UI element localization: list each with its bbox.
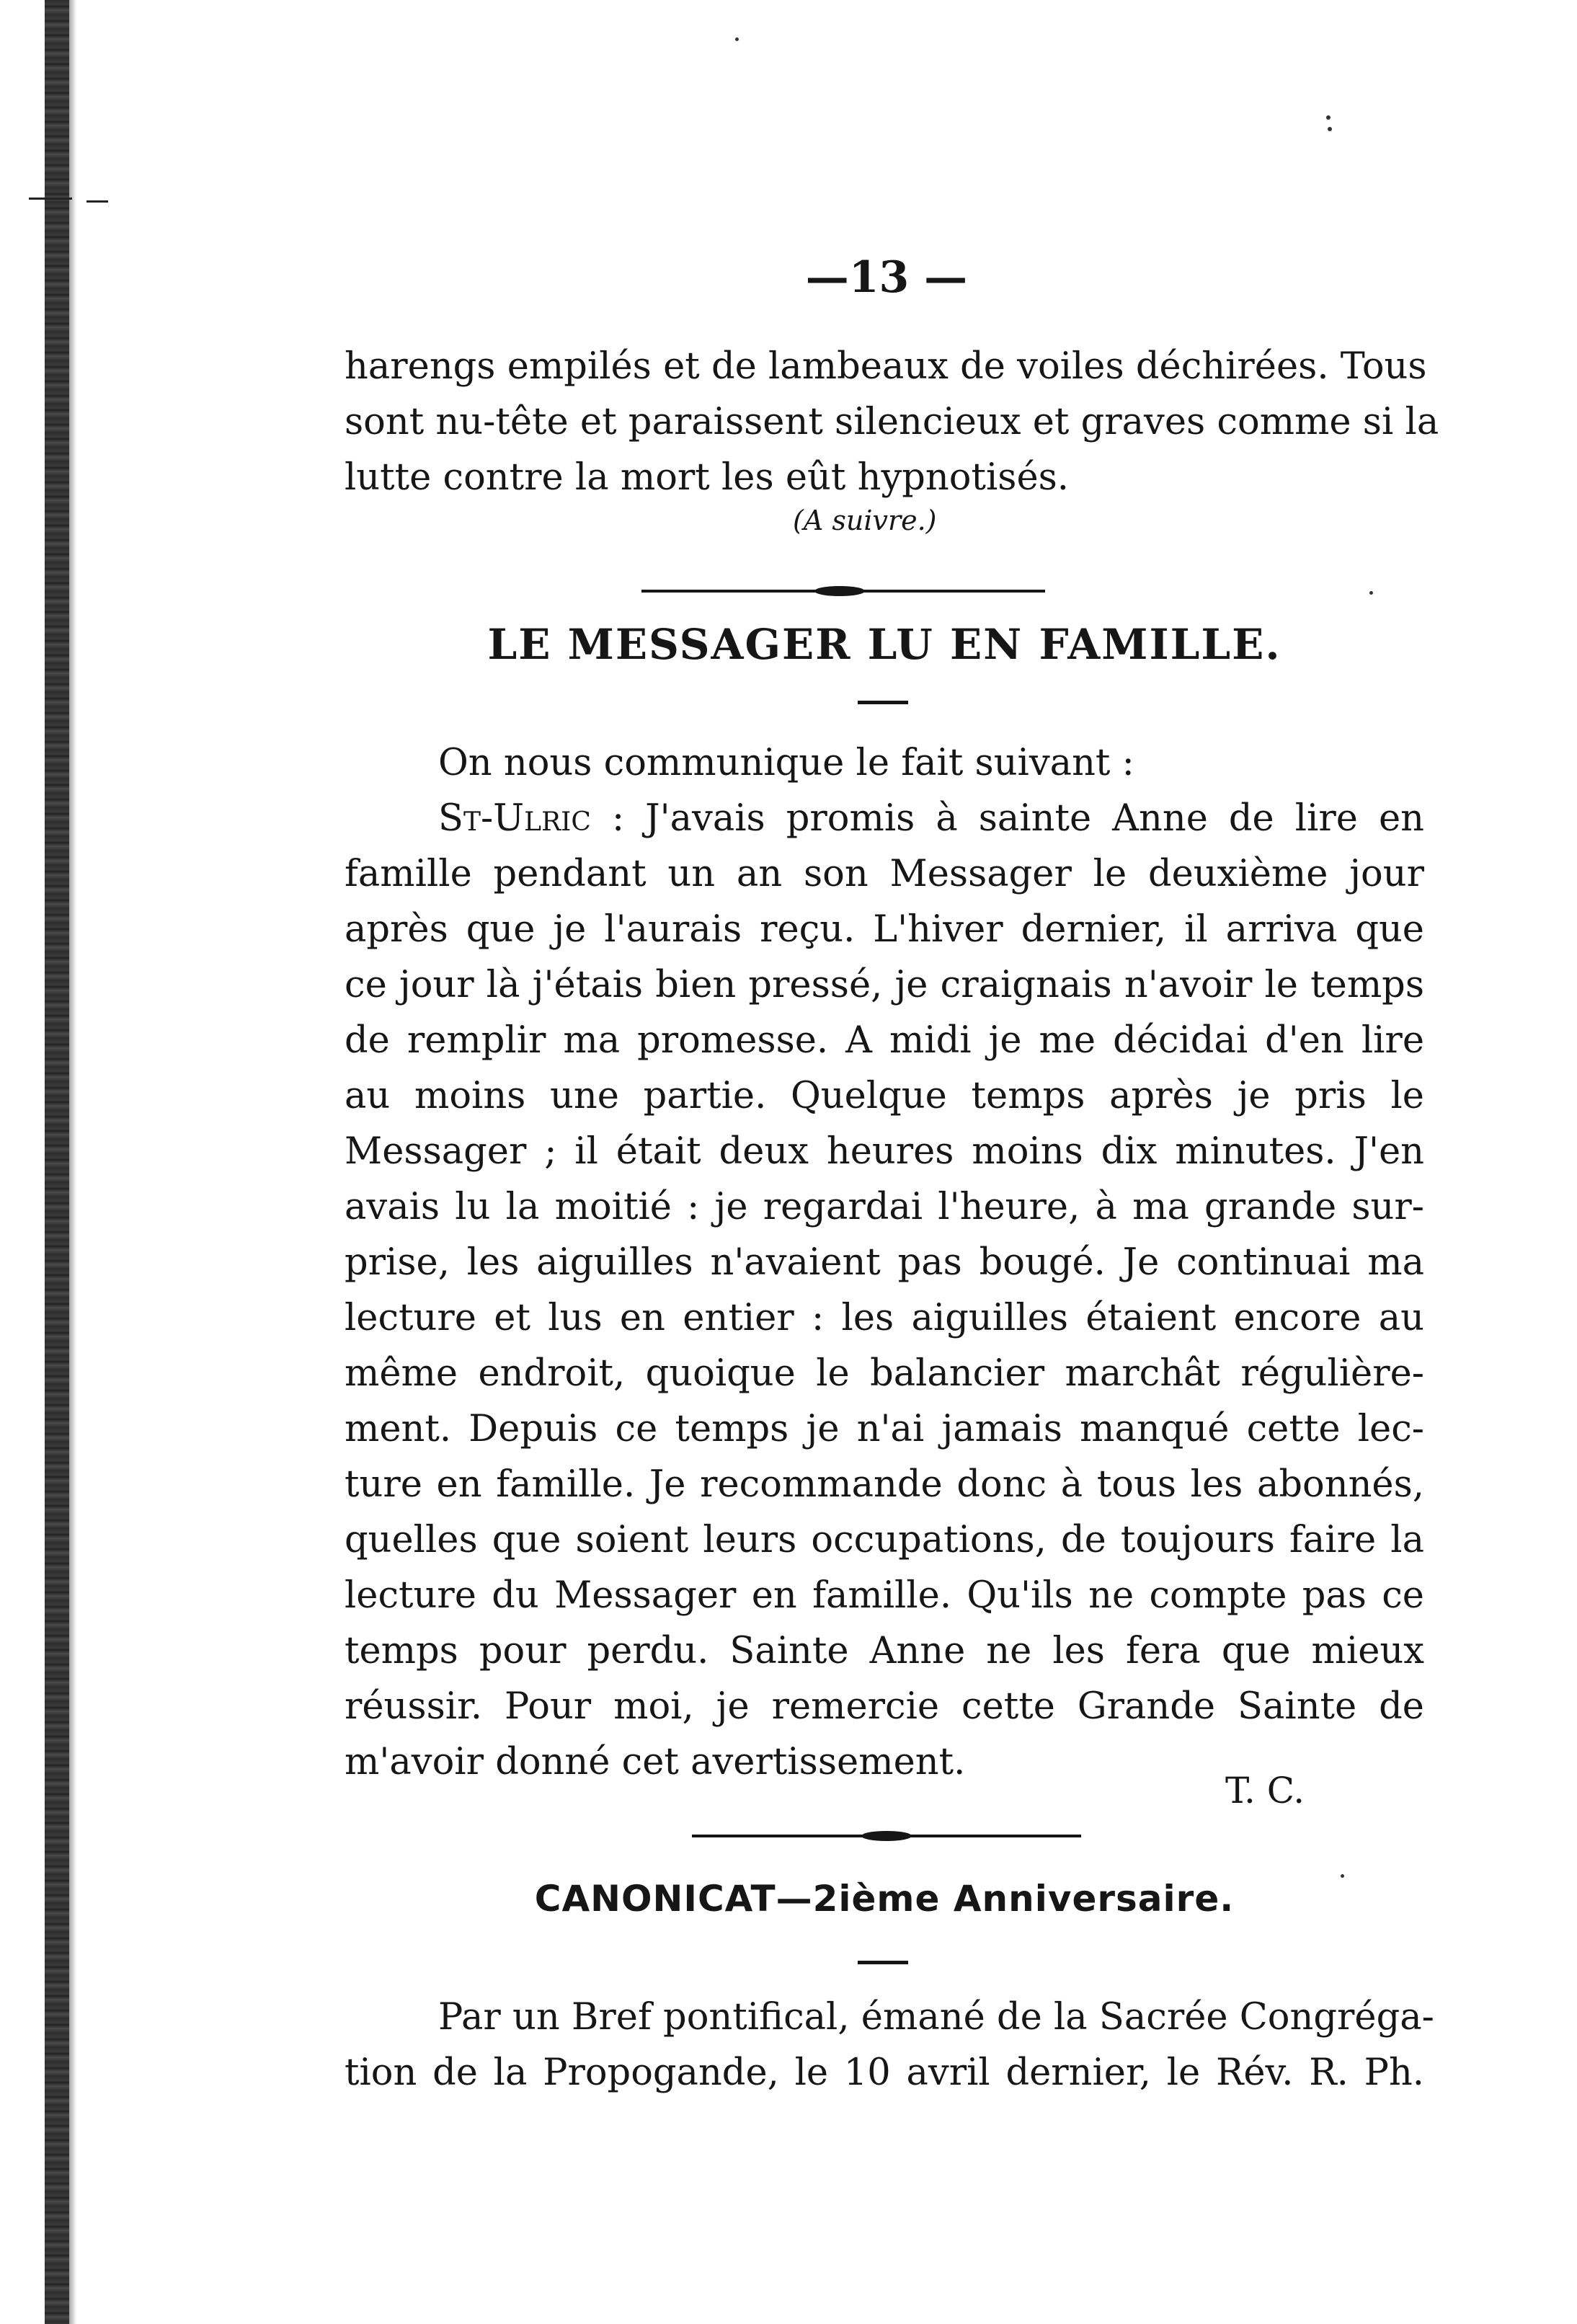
scan-speck — [1369, 591, 1373, 595]
text-line: quelles que soient leurs occupations, de toujours faire la — [345, 1519, 1424, 1561]
text-line — [345, 791, 1424, 846]
divider-ornament — [861, 1831, 912, 1841]
text-line: sont nu-tête et paraissent silencieux et graves comme si la — [345, 401, 1439, 443]
text-line: Par un Bref pontifical, émané de la Sacrée Congréga- — [438, 1996, 1434, 2039]
margin-mark — [29, 198, 72, 200]
text-line: réussir. Pour moi, je remercie cette Grande Sainte de — [345, 1685, 1424, 1728]
article-intro: On nous communique le fait suivant : — [438, 742, 1134, 784]
text-line: prise, les aiguilles n'avaient pas bougé. Je continuai ma — [345, 1241, 1424, 1284]
page-number: —13 — — [805, 252, 968, 303]
section-title: LE MESSAGER LU EN FAMILLE. — [487, 620, 1281, 669]
title-dash — [858, 1961, 908, 1964]
section-title: CANONICAT—2ième Anniversaire. — [534, 1878, 1235, 1920]
margin-mark — [86, 200, 108, 203]
text-line: m'avoir donné cet avertissement. — [345, 1741, 966, 1783]
to-be-continued-note: (A suivre.) — [793, 505, 937, 536]
page-binding-edge — [45, 0, 69, 2324]
text-line-rest: J'avais promis à sainte Anne de lire en — [645, 797, 1424, 840]
text-line: harengs empilés et de lambeaux de voiles déchirées. Tous — [345, 345, 1427, 388]
scan-speck — [1328, 127, 1332, 131]
text-line: Messager ; il était deux heures moins dix minutes. J'en — [345, 1130, 1424, 1173]
text-line: lecture du Messager en famille. Qu'ils ne compte pas ce — [345, 1574, 1424, 1617]
divider-ornament — [814, 586, 865, 596]
signature: T. C. — [1225, 1770, 1305, 1811]
binding-shadow — [69, 0, 76, 2324]
text-line: même endroit, quoique le balancier marchât régulière- — [345, 1352, 1424, 1395]
text-line: avais lu la moitié : je regardai l'heure, à ma grande sur- — [345, 1186, 1424, 1228]
text-line: lecture et lus en entier : les aiguilles étaient encore au — [345, 1297, 1424, 1339]
continuation-paragraph — [345, 339, 1439, 505]
text-line: lutte contre la mort les eût hypnotisés. — [345, 456, 1070, 499]
text-line: famille pendant un an son Messager le deuxième jour — [345, 853, 1424, 895]
text-line: ce jour là j'étais bien pressé, je craignais n'avoir le temps — [345, 964, 1424, 1006]
text-line: temps pour perdu. Sainte Anne ne les fera que mieux — [345, 1630, 1424, 1672]
scan-speck — [735, 37, 739, 41]
text-line: de remplir ma promesse. A midi je me décidai d'en lire — [345, 1019, 1424, 1062]
title-dash — [858, 701, 908, 704]
article-body — [345, 1990, 1434, 2101]
place-name: St-Ulric : — [438, 797, 625, 840]
text-line: au moins une partie. Quelque temps après je pris le — [345, 1075, 1424, 1117]
text-line: ment. Depuis ce temps je n'ai jamais manqué cette lec- — [345, 1408, 1424, 1450]
text-line: ture en famille. Je recommande donc à tous les abonnés, — [345, 1463, 1424, 1506]
article-body — [345, 735, 1424, 1790]
scan-speck — [1326, 115, 1331, 120]
text-line: après que je l'aurais reçu. L'hiver dernier, il arriva que — [345, 908, 1424, 951]
text-line: tion de la Propogande, le 10 avril dernier, le Rév. R. Ph. — [345, 2052, 1424, 2094]
